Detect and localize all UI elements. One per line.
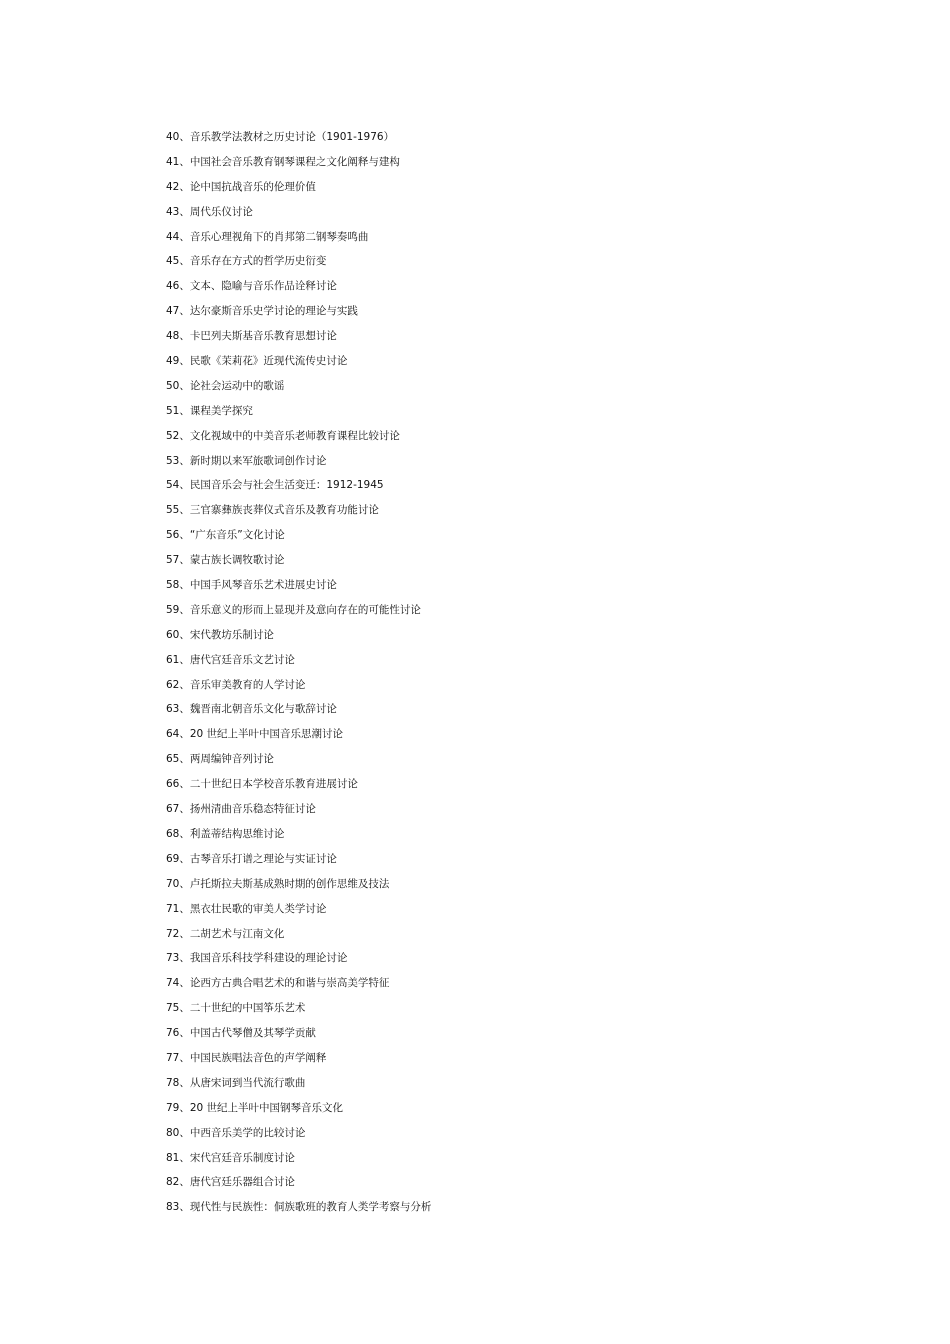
list-item: 82、唐代宫廷乐器组合讨论 (166, 1176, 295, 1189)
list-item: 83、现代性与民族性：侗族歌班的教育人类学考察与分析 (166, 1201, 432, 1214)
list-item: 46、文本、隐喻与音乐作品诠释讨论 (166, 280, 337, 293)
list-item: 70、卢托斯拉夫斯基成熟时期的创作思维及技法 (166, 877, 390, 890)
list-item: 55、三官寨彝族丧葬仪式音乐及教育功能讨论 (166, 504, 379, 517)
list-item: 73、我国音乐科技学科建设的理论讨论 (166, 952, 348, 965)
list-item: 58、中国手风琴音乐艺术进展史讨论 (166, 579, 337, 592)
list-item: 53、新时期以来军旅歌词创作讨论 (166, 454, 327, 467)
list-item: 60、宋代教坊乐制讨论 (166, 628, 274, 641)
list-item: 77、中国民族唱法音色的声学阐释 (166, 1051, 327, 1064)
list-item: 76、中国古代琴僧及其琴学贡献 (166, 1027, 316, 1040)
list-item: 78、从唐宋词到当代流行歌曲 (166, 1076, 306, 1089)
list-item: 52、文化视域中的中美音乐老师教育课程比较讨论 (166, 429, 400, 442)
list-item: 45、音乐存在方式的哲学历史衍变 (166, 255, 327, 268)
list-item: 59、音乐意义的形而上显现并及意向存在的可能性讨论 (166, 603, 421, 616)
list-item: 71、黑衣壮民歌的审美人类学讨论 (166, 902, 327, 915)
list-item: 57、蒙古族长调牧歌讨论 (166, 554, 285, 567)
list-item: 64、20 世纪上半叶中国音乐思潮讨论 (166, 728, 344, 741)
list-item: 81、宋代宫廷音乐制度讨论 (166, 1151, 295, 1164)
list-item: 51、课程美学探究 (166, 404, 253, 417)
thesis-topic-list (166, 127, 431, 1222)
list-item: 47、达尔豪斯音乐史学讨论的理论与实践 (166, 305, 358, 318)
list-item: 65、两周编钟音列讨论 (166, 753, 274, 766)
list-item: 72、二胡艺术与江南文化 (166, 927, 285, 940)
list-item: 80、中西音乐美学的比较讨论 (166, 1126, 306, 1139)
list-item: 54、民国音乐会与社会生活变迁：1912-1945 (166, 479, 384, 492)
list-item: 44、音乐心理视角下的肖邦第二钢琴奏鸣曲 (166, 230, 369, 243)
list-item: 75、二十世纪的中国筝乐艺术 (166, 1002, 306, 1015)
list-item: 67、扬州清曲音乐稳态特征讨论 (166, 803, 316, 816)
list-item: 50、论社会运动中的歌谣 (166, 379, 285, 392)
list-item: 48、卡巴列夫斯基音乐教育思想讨论 (166, 330, 337, 343)
list-item: 69、古琴音乐打谱之理论与实证讨论 (166, 852, 337, 865)
list-item: 41、中国社会音乐教育钢琴课程之文化阐释与建构 (166, 155, 400, 168)
list-item: 42、论中国抗战音乐的伦理价值 (166, 180, 316, 193)
list-item: 63、魏晋南北朝音乐文化与歌辞讨论 (166, 703, 337, 716)
list-item: 62、音乐审美教育的人学讨论 (166, 678, 306, 691)
list-item: 43、周代乐仪讨论 (166, 205, 253, 218)
list-item: 61、唐代宫廷音乐文艺讨论 (166, 653, 295, 666)
list-item: 74、论西方古典合唱艺术的和谐与崇高美学特征 (166, 977, 390, 990)
list-item: 40、音乐教学法教材之历史讨论（1901-1976） (166, 131, 395, 143)
list-item: 68、利盖蒂结构思维讨论 (166, 827, 285, 840)
list-item: 49、民歌《茉莉花》近现代流传史讨论 (166, 355, 348, 368)
list-item: 66、二十世纪日本学校音乐教育进展讨论 (166, 778, 358, 791)
list-item: 56、“广东音乐”文化讨论 (166, 529, 285, 542)
list-item: 79、20 世纪上半叶中国钢琴音乐文化 (166, 1101, 344, 1114)
